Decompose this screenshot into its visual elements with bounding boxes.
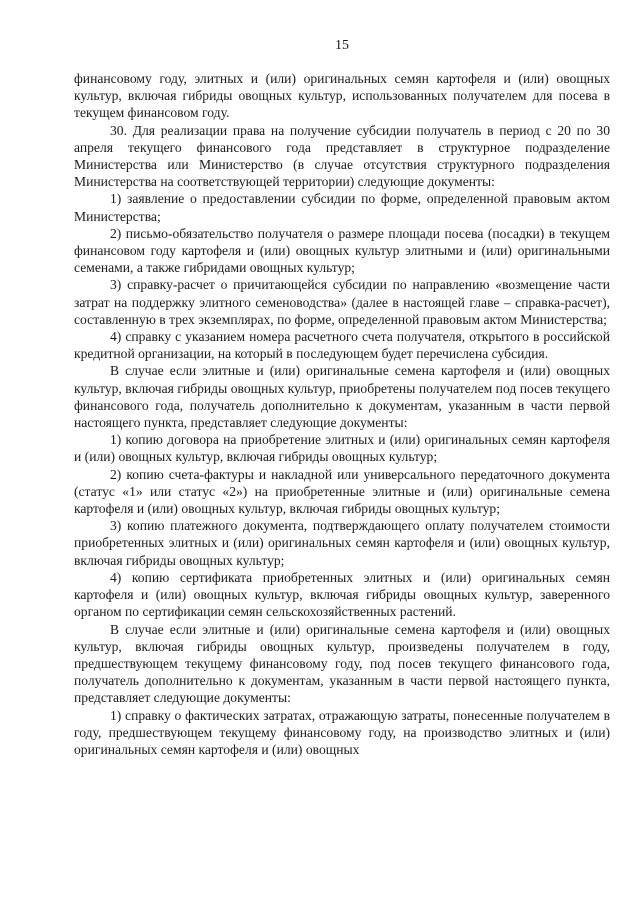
paragraph-doc-2: 2) письмо-обязательство получателя о размере площади посева (посадки) в текущем финансовом году картофеля и (или) овощных культур элитными и (или) оригинальными семенами, а также гибридами овощных культур; — [74, 225, 610, 276]
page-number: 15 — [335, 38, 349, 53]
paragraph-purchased-doc-4: 4) копию сертификата приобретенных элитных и (или) оригинальных семян картофеля и (или) овощных культур, включая гибриды овощных культур, заверенного органом по сертификации семян сельскохозяйственных растений. — [74, 569, 610, 620]
paragraph-continuation: финансовому году, элитных и (или) оригинальных семян картофеля и (или) овощных культур, включая гибриды овощных культур, использованных получателем для посева в текущем финансовом году. — [74, 71, 610, 121]
paragraph-purchased-doc-1: 1) копию договора на приобретение элитных и (или) оригинальных семян картофеля и (или) овощных культур, включая гибриды овощных культур; — [74, 432, 610, 465]
paragraph-purchased-case: В случае если элитные и (или) оригинальные семена картофеля и (или) овощных культур, включая гибриды овощных культур, приобретены получателем под посев текущего финансового года, получатель дополнительно к документам, указанным в части первой настоящего пункта, представляет следующие документы: — [74, 363, 610, 431]
paragraph-item-30: 30. Для реализации права на получение субсидии получатель в период с 20 по 30 апреля текущего финансового года представляет в структурное подразделение Министерства или Министерство (в случае отсутствия структурного подразделения Министерства на соответствующей территории) следующие документы: — [74, 122, 610, 190]
paragraph-produced-doc-1: 1) справку о фактических затратах, отражающую затраты, понесенные получателем в году, предшествующем текущему финансовому году, на производство элитных и (или) оригинальных семян картофеля и (или) овощных — [74, 707, 610, 757]
paragraph-purchased-doc-2: 2) копию счета-фактуры и накладной или универсального передаточного документа (статус «1» или статус «2») на приобретенные элитные и (или) оригинальные семена картофеля и (или) овощных культур, включая гибриды овощных культур; — [74, 466, 610, 517]
paragraph-purchased-doc-3: 3) копию платежного документа, подтверждающего оплату получателем стоимости приобретенных элитных и (или) оригинальных семян картофеля и (или) овощных культур, включая гибриды овощных культур; — [74, 518, 610, 568]
paragraph-doc-4: 4) справку с указанием номера расчетного счета получателя, открытого в российской кредитной организации, на который в последующем будет перечислена субсидия. — [74, 329, 610, 362]
paragraph-doc-1: 1) заявление о предоставлении субсидии по форме, определенной правовым актом Министерства; — [74, 191, 610, 224]
paragraph-doc-3: 3) справку-расчет о причитающейся субсидии по направлению «возмещение части затрат на поддержку элитного семеноводства» (далее в настоящей главе – справка-расчет), составленную в трех экземплярах, по форме, определенной правовым актом Министерства; — [74, 277, 610, 327]
paragraph-produced-case: В случае если элитные и (или) оригинальные семена картофеля и (или) овощных культур, включая гибриды овощных культур, произведены получателем в году, предшествующем текущему финансовому году, под посев текущего финансового года, получатель дополнительно к документам, указанным в части первой настоящего пункта, представляет следующие документы: — [74, 621, 610, 706]
